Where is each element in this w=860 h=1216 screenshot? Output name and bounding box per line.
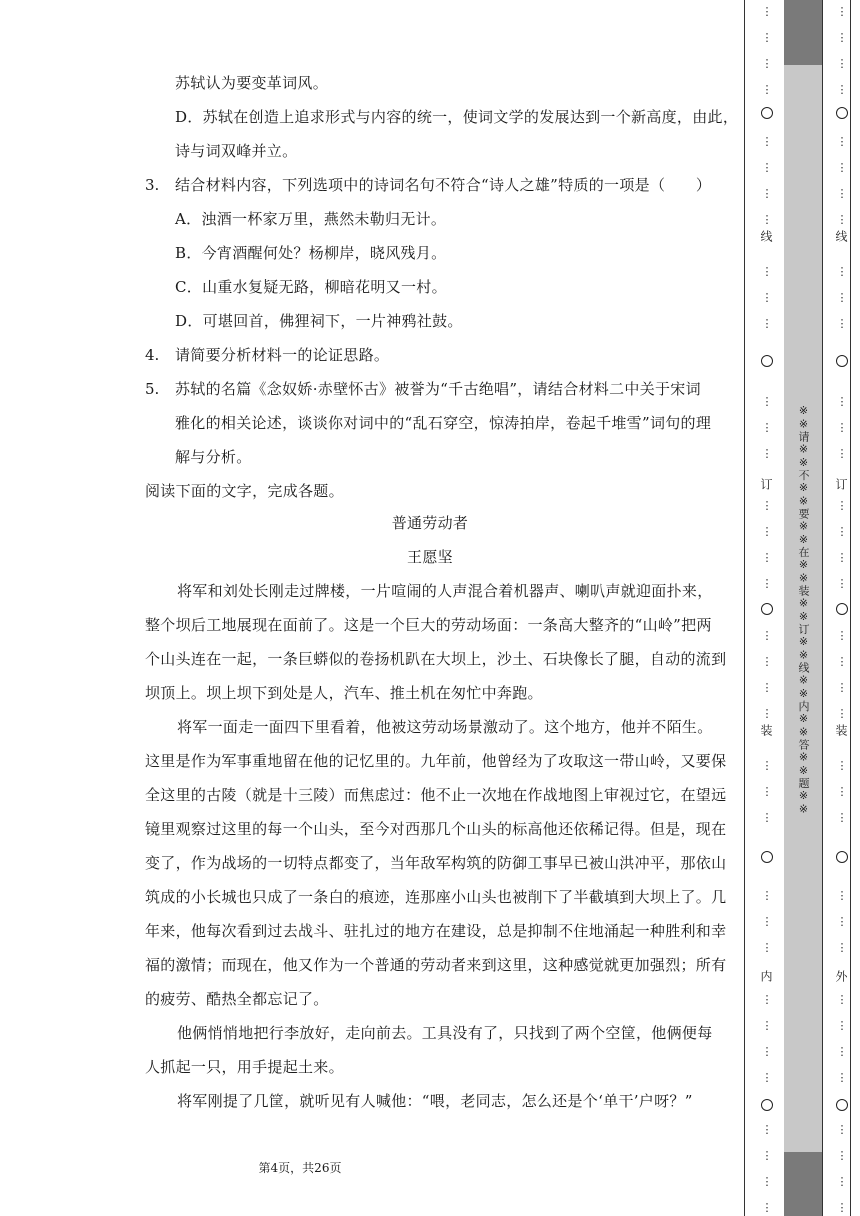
binding-dot-mark: ⋮ [761,525,773,538]
passage-line: 这里是作为军事重地留在他的记忆里的。九年前，他曾经为了攻取这一带山岭，又要保 [145,752,727,770]
binding-dot-mark: ⋮ [836,291,848,304]
binding-dot-mark: ⋮ [836,1019,848,1032]
binding-char: 装 [834,724,848,736]
binding-circle [836,1099,848,1111]
binding-dot-mark: ⋮ [761,447,773,460]
binding-dot-mark: ⋮ [761,1201,773,1214]
binding-dot-mark: ⋮ [761,551,773,564]
binding-char: 线 [759,230,773,242]
passage-line: 镜里观察过这里的每一个山头，至今对西那几个山头的标高他还依稀记得。但是，现在 [145,820,727,838]
option-a: A．浊酒一杯家万里，燕然未勒归无计。 [175,210,447,228]
binding-dot-mark: ⋮ [761,57,773,70]
binding-dot-mark: ⋮ [836,1175,848,1188]
binding-dot-mark: ⋮ [836,187,848,200]
option-b: B．今宵酒醒何处？杨柳岸，晓风残月。 [175,244,447,262]
binding-dark-block [784,0,822,65]
binding-dot-mark: ⋮ [836,5,848,18]
binding-char: 内 [759,970,773,982]
question-5: 苏轼的名篇《念奴娇·赤壁怀古》被誉为“千古绝唱”，请结合材料二中关于宋词 [175,380,701,398]
binding-dot-mark: ⋮ [836,135,848,148]
binding-dot-mark: ⋮ [761,759,773,772]
binding-warning: ※※请※※不※※要※※在※※装※※订※※线※※内※※答※※题※※ [797,404,810,816]
binding-dot-mark: ⋮ [761,707,773,720]
option-d: D．可堪回首，佛狸祠下，一片神鸦社鼓。 [175,312,463,330]
binding-char: 订 [759,478,773,490]
binding-border-line [744,0,745,1216]
binding-dot-mark: ⋮ [761,265,773,278]
binding-dot-mark: ⋮ [836,629,848,642]
question-3: 结合材料内容，下列选项中的诗词名句不符合“诗人之雄”特质的一项是（ ） [175,176,712,194]
binding-dot-mark: ⋮ [836,1045,848,1058]
question-5: 解与分析。 [175,448,252,466]
binding-dot-mark: ⋮ [836,759,848,772]
binding-dot-mark: ⋮ [836,577,848,590]
binding-dot-mark: ⋮ [836,707,848,720]
passage-line: 人抓起一只，用手提起土来。 [145,1058,344,1076]
binding-dot-mark: ⋮ [761,811,773,824]
binding-dot-mark: ⋮ [761,291,773,304]
binding-dot-mark: ⋮ [836,395,848,408]
binding-dot-mark: ⋮ [836,447,848,460]
binding-dot-mark: ⋮ [836,1123,848,1136]
binding-dot-mark: ⋮ [836,915,848,928]
question-number: 5. [145,380,160,398]
binding-dark-block [784,1152,822,1216]
inner-binding-column [759,0,775,1216]
binding-dot-mark: ⋮ [761,499,773,512]
passage-line: 将军刚提了几筐，就听见有人喊他：“喂，老同志，怎么还是个‘单干’户呀？” [177,1092,693,1110]
binding-dot-mark: ⋮ [761,421,773,434]
passage-line: 坝顶上。坝上坝下到处是人，汽车、推土机在匆忙中奔跑。 [145,684,543,702]
binding-circle [836,603,848,615]
passage-author: 王愿坚 [407,548,453,566]
binding-dot-mark: ⋮ [836,785,848,798]
binding-dot-mark: ⋮ [761,187,773,200]
binding-circle [836,851,848,863]
outer-binding-column [834,0,850,1216]
binding-dot-mark: ⋮ [761,785,773,798]
binding-dot-mark: ⋮ [761,629,773,642]
binding-dot-mark: ⋮ [836,1149,848,1162]
binding-circle [836,107,848,119]
binding-dot-mark: ⋮ [836,1201,848,1214]
binding-dot-mark: ⋮ [836,265,848,278]
passage-line: 整个坝后工地展现在面前了。这是一个巨大的劳动场面：一条高大整齐的“山岭”把两 [145,616,712,634]
binding-circle [761,603,773,615]
binding-dot-mark: ⋮ [761,31,773,44]
binding-dot-mark: ⋮ [761,1149,773,1162]
question-5: 雅化的相关论述，谈谈你对词中的“乱石穿空，惊涛拍岸，卷起千堆雪”词句的理 [175,414,712,432]
passage-line: 个山头连在一起，一条巨蟒似的卷扬机趴在大坝上，沙土、石块像长了腿，自动的流到 [145,650,727,668]
binding-dot-mark: ⋮ [761,1123,773,1136]
binding-dot-mark: ⋮ [836,161,848,174]
binding-dot-mark: ⋮ [761,1071,773,1084]
binding-dot-mark: ⋮ [836,499,848,512]
passage-line: 全这里的古陵（就是十三陵）而焦虑过：他不止一次地在作战地图上审视过它，在望远 [145,786,727,804]
binding-dot-mark: ⋮ [836,317,848,330]
binding-dot-mark: ⋮ [836,31,848,44]
passage-line: 福的激情；而现在，他又作为一个普通的劳动者来到这里，这种感觉就更加强烈；所有 [145,956,727,974]
binding-dot-mark: ⋮ [761,993,773,1006]
question-4: 请简要分析材料一的论证思路。 [175,346,390,364]
binding-dot-mark: ⋮ [836,551,848,564]
binding-dot-mark: ⋮ [761,317,773,330]
binding-dot-mark: ⋮ [761,681,773,694]
binding-dot-mark: ⋮ [761,395,773,408]
binding-dot-mark: ⋮ [761,161,773,174]
binding-dot-mark: ⋮ [761,135,773,148]
page-footer: 第4页，共26页 [258,1161,342,1175]
passage-line: 年来，他每次看到过去战斗、驻扎过的地方在建设，总是抑制不住地涌起一种胜利和幸 [145,922,727,940]
binding-dot-mark: ⋮ [761,1045,773,1058]
binding-dot-mark: ⋮ [836,57,848,70]
binding-border-line [822,0,823,1216]
passage-line: 的疲劳、酷热全都忘记了。 [145,990,329,1008]
binding-dot-mark: ⋮ [836,941,848,954]
binding-dot-mark: ⋮ [836,993,848,1006]
binding-char: 订 [834,478,848,490]
text-line: 苏轼认为要变革词风。 [175,74,329,92]
passage-line: 变了，作为战场的一切特点都变了，当年敌军构筑的防御工事早已被山洪冲平，那依山 [145,854,727,872]
binding-dot-mark: ⋮ [761,83,773,96]
binding-dot-mark: ⋮ [761,889,773,902]
binding-char: 外 [834,970,848,982]
binding-dot-mark: ⋮ [836,1071,848,1084]
text-line: D．苏轼在创造上追求形式与内容的统一，使词文学的发展达到一个新高度，由此， [175,108,739,126]
binding-circle [761,851,773,863]
binding-dot-mark: ⋮ [836,83,848,96]
binding-circle [761,355,773,367]
binding-dot-mark: ⋮ [836,421,848,434]
passage-line: 他俩悄悄地把行李放好，走向前去。工具没有了，只找到了两个空筐，他俩便每 [177,1024,713,1042]
binding-circle [761,107,773,119]
binding-char: 装 [759,724,773,736]
binding-dot-mark: ⋮ [761,213,773,226]
binding-border-line [850,0,851,1216]
binding-dot-mark: ⋮ [761,5,773,18]
binding-dot-mark: ⋮ [836,655,848,668]
passage-title: 普通劳动者 [391,514,469,532]
passage-line: 筑成的小长城也只成了一条白的痕迹，连那座小山头也被削下了半截填到大坝上了。几 [145,888,727,906]
binding-dot-mark: ⋮ [761,941,773,954]
binding-dot-mark: ⋮ [761,577,773,590]
binding-dot-mark: ⋮ [761,1175,773,1188]
binding-dot-mark: ⋮ [836,889,848,902]
binding-circle [836,355,848,367]
binding-dot-mark: ⋮ [836,681,848,694]
binding-dot-mark: ⋮ [761,1019,773,1032]
binding-dot-mark: ⋮ [836,811,848,824]
binding-dot-mark: ⋮ [761,915,773,928]
binding-dot-mark: ⋮ [836,213,848,226]
binding-dot-mark: ⋮ [761,655,773,668]
binding-circle [761,1099,773,1111]
text-line: 诗与词双峰并立。 [175,142,298,160]
question-number: 3. [145,176,160,194]
question-number: 4. [145,346,160,364]
reading-instruction: 阅读下面的文字，完成各题。 [145,482,344,500]
passage-line: 将军和刘处长刚走过牌楼，一片喧闹的人声混合着机器声、喇叭声就迎面扑来， [177,582,713,600]
option-c: C．山重水复疑无路，柳暗花明又一村。 [175,278,447,296]
passage-line: 将军一面走一面四下里看着，他被这劳动场景激动了。这个地方，他并不陌生。 [177,718,713,736]
binding-char: 线 [834,230,848,242]
binding-dot-mark: ⋮ [836,525,848,538]
